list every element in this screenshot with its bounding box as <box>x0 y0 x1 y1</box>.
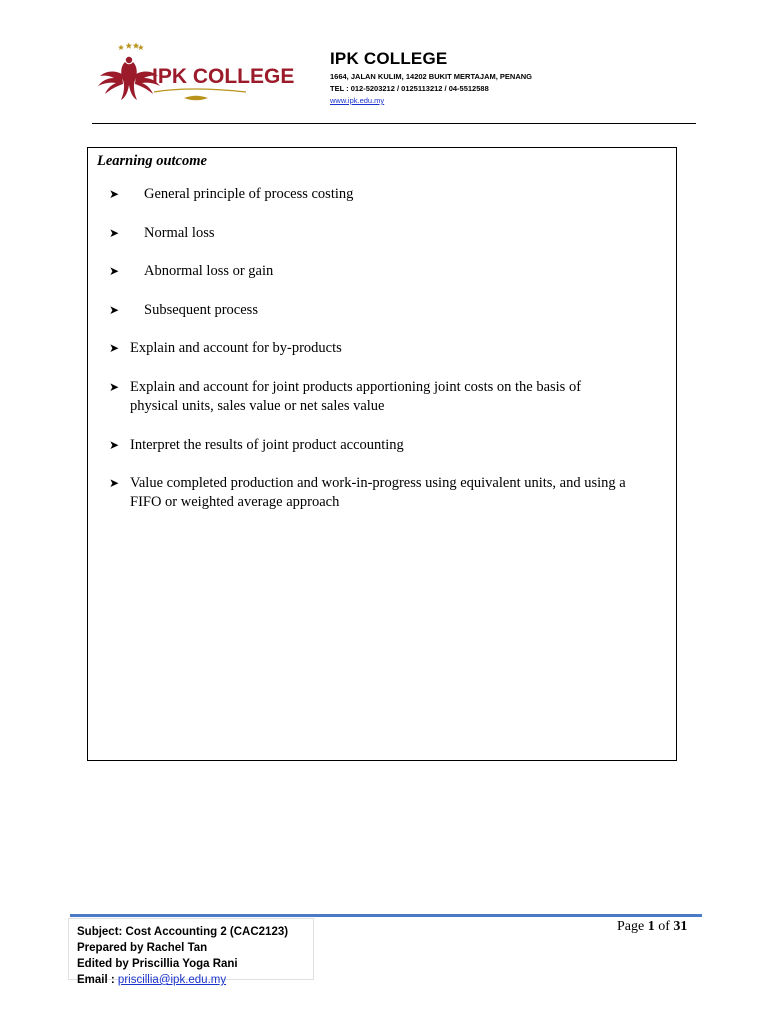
arrowhead-bullet-icon: ➤ <box>109 380 120 394</box>
footer-email-link[interactable]: priscillia@ipk.edu.my <box>117 974 227 986</box>
footer-email <box>77 974 226 986</box>
list-item: ➤ General principle of process costing <box>109 186 354 202</box>
arrowhead-bullet-icon: ➤ <box>109 341 120 355</box>
college-address: 1664, JALAN KULIM, 14202 BUKIT MERTAJAM, PENANG <box>330 72 532 81</box>
website-link[interactable]: www.ipk.edu.my <box>330 96 385 105</box>
learning-outcome-box <box>87 147 677 761</box>
list-item: ➤ Explain and account for joint products apportioning joint costs on the basis of physical units, sales value or net sales value <box>109 379 582 414</box>
arrowhead-bullet-icon: ➤ <box>109 226 120 240</box>
footer-prepared-by: Prepared by Rachel Tan <box>77 942 208 954</box>
arrowhead-bullet-icon: ➤ <box>109 476 120 490</box>
arrowhead-bullet-icon: ➤ <box>109 187 120 201</box>
arrowhead-bullet-icon: ➤ <box>109 264 120 278</box>
list-item: ➤ Subsequent process <box>109 302 258 318</box>
header-divider <box>92 123 696 124</box>
footer-edited-by: Edited by Priscillia Yoga Rani <box>77 958 238 970</box>
list-item: ➤ Normal loss <box>109 225 215 241</box>
list-item: ➤ Abnormal loss or gain <box>109 263 274 279</box>
college-logo <box>88 40 295 112</box>
list-item: ➤ Explain and account for by-products <box>109 340 342 356</box>
logo-text: IPK COLLEGE <box>152 65 295 88</box>
footer-divider <box>70 914 702 917</box>
page-number: Page 1 of 31 <box>617 919 688 934</box>
list-item: ➤ Interpret the results of joint product accounting <box>109 437 404 453</box>
arrowhead-bullet-icon: ➤ <box>109 438 120 452</box>
college-name: IPK COLLEGE <box>330 49 448 68</box>
page-current: 1 <box>647 919 655 934</box>
list-item: ➤ Value completed production and work-in-progress using equivalent units, and using a FIFO or weighted average approach <box>109 475 626 510</box>
college-telephone: TEL : 012-5203212 / 0125113212 / 04-5512588 <box>330 84 489 93</box>
footer-subject: Subject: Cost Accounting 2 (CAC2123) <box>77 926 289 938</box>
learning-outcome-title: Learning outcome <box>97 153 207 169</box>
arrowhead-bullet-icon: ➤ <box>109 303 120 317</box>
page-total: 31 <box>673 919 688 934</box>
footer-email-label: Email : <box>77 974 115 986</box>
